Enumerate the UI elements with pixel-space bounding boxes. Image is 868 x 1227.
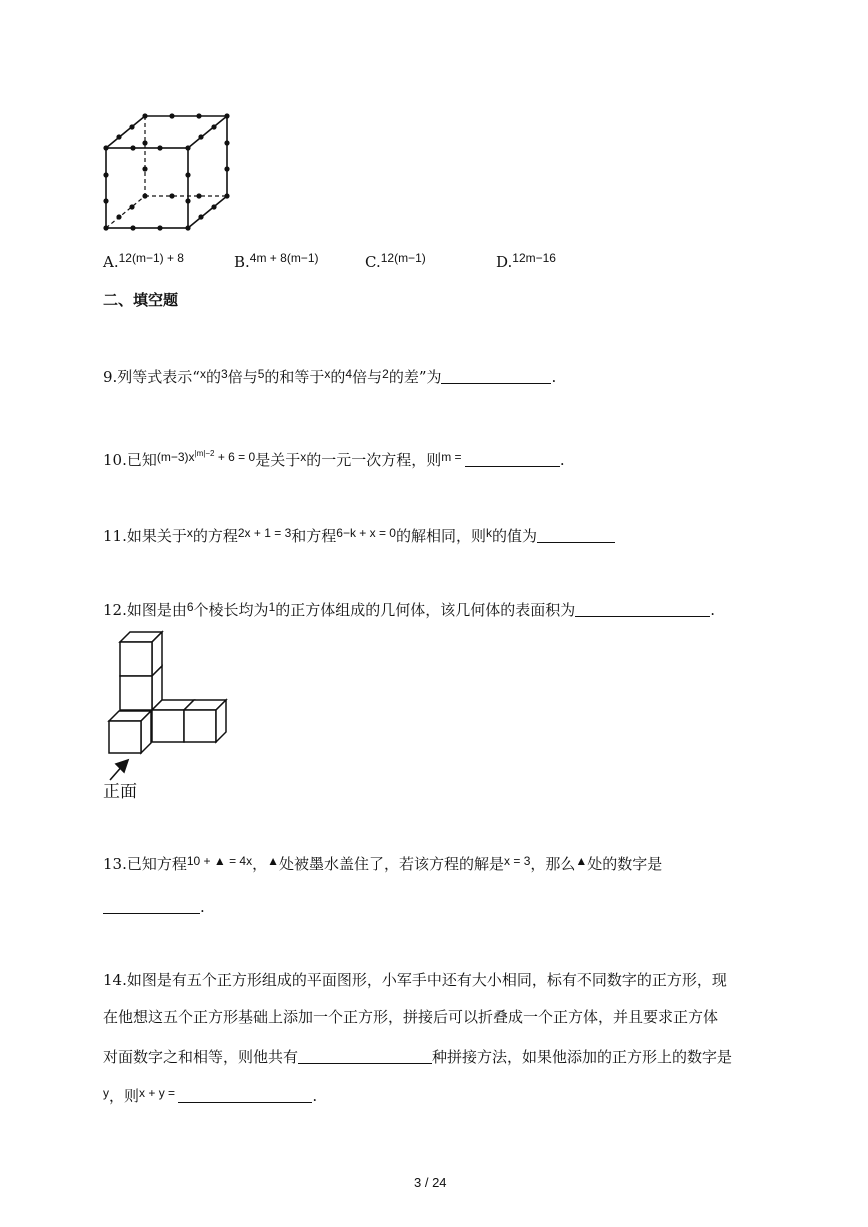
q12-end: . <box>710 601 716 619</box>
q12-answer-blank[interactable] <box>575 602 710 617</box>
q9-num: 2 <box>382 367 389 381</box>
page-number: 3 / 24 <box>414 1175 447 1190</box>
q14-text: ，则 <box>109 1087 140 1105</box>
q11-text: 11.如果关于 <box>103 527 187 545</box>
option-d[interactable] <box>496 253 556 271</box>
q11-text: 的解相同，则 <box>395 527 486 545</box>
q12-text: 的正方体组成的几何体，该几何体的表面积为 <box>275 601 576 619</box>
question-10 <box>103 450 565 468</box>
q10-text: 10.已知 <box>103 451 157 469</box>
q13-text: 处被墨水盖住了，若该方程的解是 <box>279 855 505 873</box>
question-14-line-2: 在他想这五个正方形基础上添加一个正方形，拼接后可以折叠成一个正方体，并且要求正方体 <box>103 1008 719 1026</box>
option-c[interactable] <box>365 253 426 271</box>
q13-text: 13.已知方程 <box>103 855 187 873</box>
q9-text: 的 <box>205 368 221 386</box>
q11-text: 和方程 <box>291 527 337 545</box>
q11-answer-blank[interactable] <box>537 528 615 543</box>
q10-answer-blank[interactable] <box>465 452 560 467</box>
q13-text: ， <box>252 855 268 873</box>
q12-num: 6 <box>186 600 194 614</box>
q10-expr: + 6 = 0 <box>214 450 256 464</box>
q10-var-x: x <box>300 450 307 464</box>
cube-assembly-figure <box>100 630 235 780</box>
q14-var-y: y <box>103 1086 109 1100</box>
q13-solution: x = 3 <box>504 854 531 868</box>
option-b[interactable] <box>234 253 319 271</box>
front-view-label: 正面 <box>103 782 137 802</box>
q11-var-x: x <box>186 526 193 540</box>
question-13 <box>103 854 663 873</box>
q9-text: 倍与 <box>227 368 258 386</box>
q9-answer-blank[interactable] <box>441 369 551 384</box>
question-14-line-3 <box>103 1047 732 1065</box>
q10-text: 是关于 <box>255 451 301 469</box>
q14-answer-blank-1[interactable] <box>298 1049 432 1064</box>
question-13-answer-line <box>103 897 205 915</box>
q9-num: 5 <box>257 367 265 381</box>
q14-end: . <box>312 1087 318 1105</box>
q9-text: 倍与 <box>352 368 383 386</box>
q10-expr: m = <box>441 450 465 464</box>
q12-text: 个棱长均为 <box>193 601 269 619</box>
wireframe-cube-figure <box>100 110 235 235</box>
q10-expr: (m−3)x <box>156 450 195 464</box>
q9-text: 的 <box>330 368 346 386</box>
q9-var-x: x <box>324 367 331 381</box>
q10-text: 的一元一次方程，则 <box>306 451 442 469</box>
q14-expr: x + y = <box>139 1086 179 1100</box>
q13-text: ，那么 <box>530 855 576 873</box>
q13-text: 处的数字是 <box>587 855 663 873</box>
q11-equation-2: 6−k + x = 0 <box>336 526 396 540</box>
q9-var-x: x <box>199 367 206 381</box>
question-12 <box>103 600 715 618</box>
question-14-line-1: 14.如图是有五个正方形组成的平面图形，小军手中还有大小相同，标有不同数字的正方形，现 <box>103 971 727 989</box>
q12-text: 12.如图是由 <box>103 601 187 619</box>
question-14-line-4 <box>103 1086 317 1104</box>
q9-text: 的和等于 <box>264 368 325 386</box>
option-d-expr: 12m−16 <box>512 251 556 265</box>
q14-text: 种拼接方法，如果他添加的正方形上的数字是 <box>432 1048 733 1066</box>
option-c-expr: 12(m−1) <box>380 251 426 265</box>
question-9 <box>103 367 556 385</box>
triangle-icon: ▲ <box>575 854 588 868</box>
q9-text: 9.列等式表示“ <box>103 368 200 386</box>
q13-end: . <box>200 898 205 916</box>
q9-end: . <box>551 368 557 386</box>
q9-num: 3 <box>221 367 228 381</box>
q11-equation-1: 2x + 1 = 3 <box>237 526 292 540</box>
q11-var-k: k <box>486 526 492 540</box>
option-c-letter: C. <box>365 253 381 271</box>
q14-text: 对面数字之和相等，则他共有 <box>103 1048 299 1066</box>
q13-equation: 10 + ▲ = 4x <box>186 854 253 868</box>
option-a[interactable] <box>103 253 184 271</box>
triangle-icon: ▲ <box>267 854 280 868</box>
option-d-letter: D. <box>496 253 513 271</box>
q9-num: 4 <box>345 367 353 381</box>
section-title: 二、填空题 <box>103 291 179 309</box>
option-b-letter: B. <box>234 253 250 271</box>
q11-text: 的值为 <box>492 527 538 545</box>
q10-end: . <box>559 451 565 469</box>
q13-answer-blank[interactable] <box>103 899 200 914</box>
question-11 <box>103 526 615 544</box>
q12-num: 1 <box>268 600 276 614</box>
q9-text: 的差”为 <box>388 368 442 386</box>
q10-exponent: |m|−2 <box>194 449 215 458</box>
q14-answer-blank-2[interactable] <box>178 1088 312 1103</box>
option-a-letter: A. <box>103 253 119 271</box>
option-b-expr: 4m + 8(m−1) <box>249 251 319 265</box>
option-a-expr: 12(m−1) + 8 <box>118 251 184 265</box>
q11-text: 的方程 <box>192 527 238 545</box>
